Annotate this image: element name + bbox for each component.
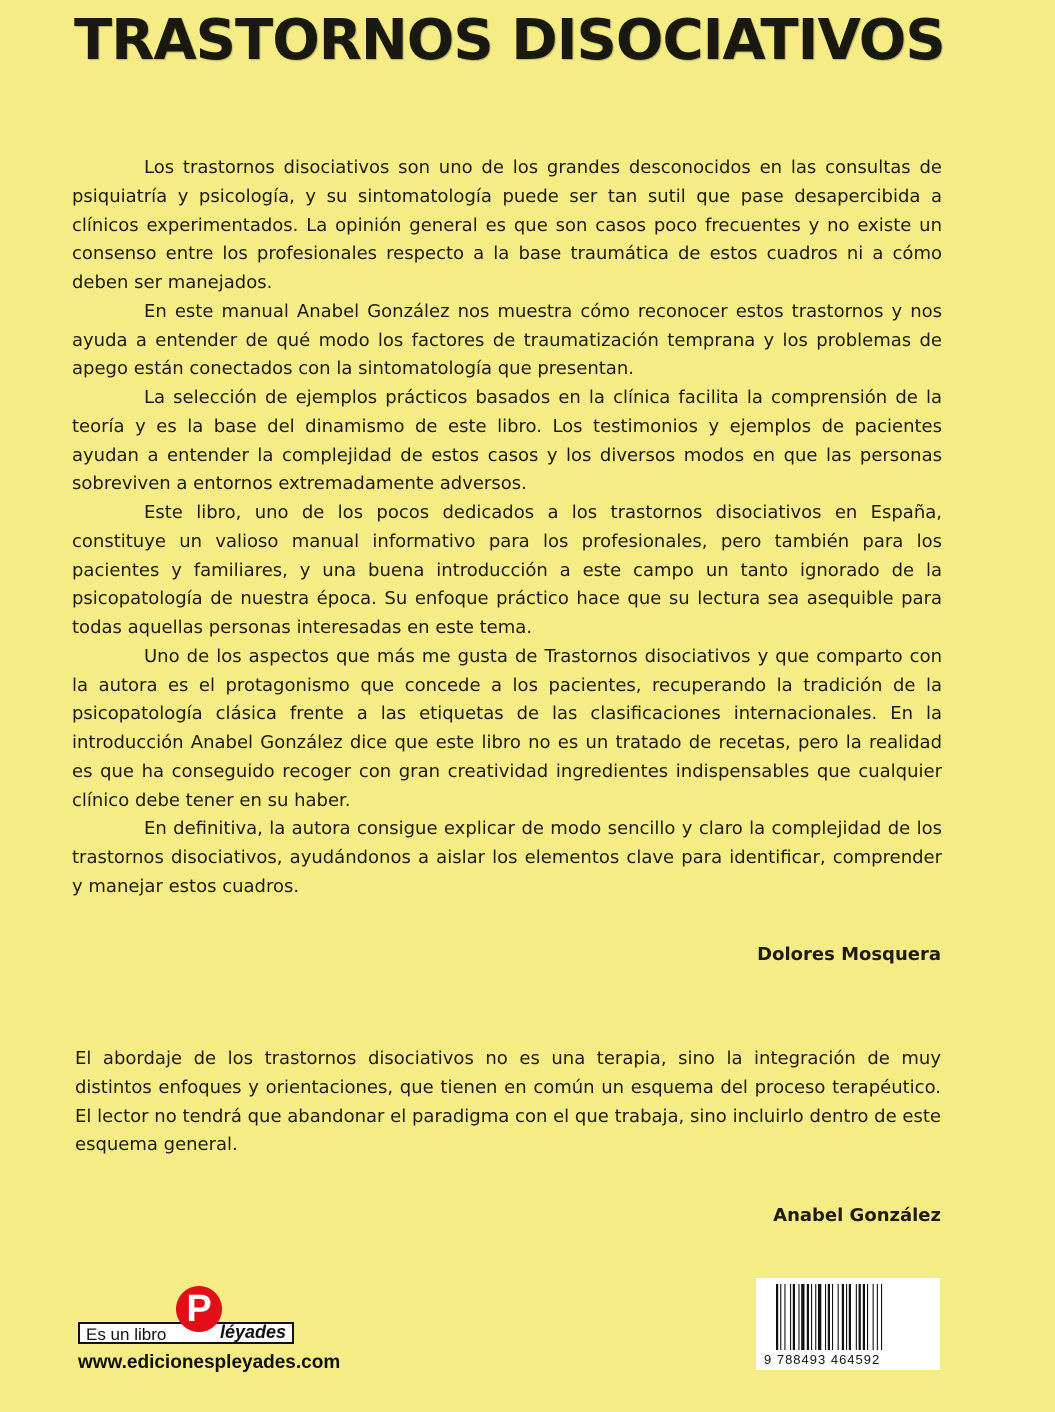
review-paragraph: Este libro, uno de los pocos dedicados a los trastornos disociativos en España, constituye un valioso manual informativo para los profesionales, pero también para los pacientes y familiares, y una buena introducción a este campo un tanto ignorado de la psicopatología de nuestra época. Su enfoque práctico hace que su lectura sea asequible para todas aquellas personas interesadas en este tema.: [72, 502, 942, 638]
barcode-bar: [793, 1284, 795, 1350]
barcode-bar: [807, 1284, 809, 1350]
barcode-bar: [877, 1284, 878, 1350]
barcode-bar: [842, 1284, 844, 1350]
barcode-bar: [825, 1284, 826, 1350]
review-paragraph: La selección de ejemplos prácticos basados en la clínica facilita la comprensión de la teoría y es la base del dinamismo de este libro. Los testimonios y ejemplos de pacientes ayudan a entender la complejidad de estos casos y los diversos modos en que las personas sobreviven a entornos extremadamente adversos.: [72, 387, 942, 495]
barcode-bars: [776, 1284, 926, 1352]
barcode-bar: [846, 1284, 847, 1350]
barcode-bar: [818, 1284, 821, 1350]
barcode-bar: [780, 1284, 781, 1350]
barcode-bar: [856, 1284, 857, 1350]
publisher-logo-letter: P: [186, 1288, 212, 1330]
publisher-p-icon: [176, 1286, 222, 1332]
publisher-website: www.edicionespleyades.com: [78, 1352, 341, 1373]
review-paragraph: Uno de los aspectos que más me gusta de Trastornos disociativos y que comparto con la autora es el protagonismo que concede a los pacientes, recuperando la tradición de la psicopatología clásica frente a las etiquetas de las clasificaciones internacionales. En la introducción Anabel González dice que este libro no es un tratado de recetas, pero la realidad es que ha conseguido recoger con gran creatividad ingredientes indispensables que cualquier clínico debe tener en su haber.: [72, 645, 942, 811]
publisher-prefix: Es un libro: [86, 1325, 167, 1344]
barcode-bar: [873, 1284, 874, 1350]
barcode-bar: [790, 1284, 791, 1350]
barcode-bar: [815, 1284, 816, 1350]
review-signature: Dolores Mosquera: [757, 944, 941, 965]
barcode-bar: [828, 1284, 830, 1350]
barcode-bar: [859, 1284, 861, 1350]
barcode-bar: [838, 1284, 839, 1350]
review-paragraph: En definitiva, la autora consigue explicar de modo sencillo y claro la complejidad de los trastornos disociativos, ayudándonos a aislar los elementos clave para identificar, comprender y manejar estos cuadros.: [72, 818, 942, 897]
barcode-bar: [863, 1284, 865, 1350]
barcode-bar: [784, 1284, 785, 1350]
isbn-barcode: [756, 1278, 940, 1370]
author-statement: [75, 1045, 941, 1160]
author-statement-paragraph: El abordaje de los trastornos disociativos no es una terapia, sino la integración de muy distintos enfoques y orientaciones, que tienen en común un esquema del proceso terapéutico. El lector no tendrá que abandonar el paradigma con el que trabaja, sino incluirlo dentro de este esquema general.: [75, 1048, 941, 1156]
review-paragraph: Los trastornos disociativos son uno de los grandes desconocidos en las consultas de psiquiatría y psicología, y su sintomatología puede ser tan sutil que pase desapercibida a clínicos experimentados. La opinión general es que son casos poco frecuentes y no existe un consenso entre los profesionales respecto a la base traumática de estos cuadros ni a cómo deben ser manejados.: [72, 157, 942, 293]
barcode-bar: [849, 1284, 851, 1350]
barcode-bar: [798, 1284, 799, 1350]
author-signature: Anabel González: [773, 1205, 941, 1226]
barcode-bar: [801, 1284, 804, 1350]
book-title: TRASTORNOS DISOCIATIVOS: [74, 8, 945, 73]
barcode-bar: [776, 1284, 778, 1350]
isbn-number: 9 788493 464592: [764, 1352, 881, 1367]
barcode-bar: [811, 1284, 812, 1350]
publisher-name: léyades: [220, 1322, 287, 1342]
review-text: [72, 154, 942, 902]
barcode-bar: [832, 1284, 833, 1350]
barcode-bar: [867, 1284, 868, 1350]
review-paragraph: En este manual Anabel González nos muestra cómo reconocer estos trastornos y nos ayuda a entender de qué modo los factores de traumatización temprana y los problemas de apego están conectados con la sintomatología que presentan.: [72, 300, 942, 380]
barcode-bar: [881, 1284, 882, 1350]
